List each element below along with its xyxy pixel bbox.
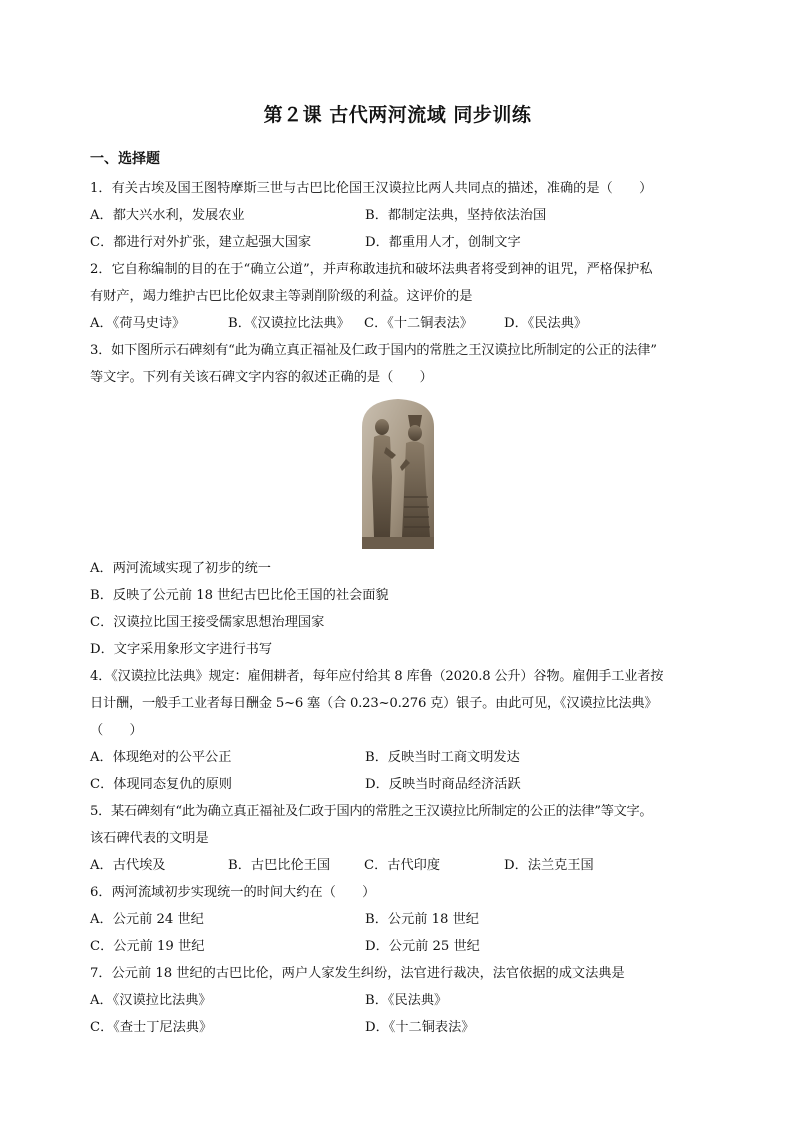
- question-4-stem-line-3: （ ）: [90, 723, 143, 738]
- question-2-option-b[interactable]: B．《汉谟拉比法典》: [228, 316, 350, 331]
- question-7-option-c[interactable]: C．《查士丁尼法典》: [90, 1020, 213, 1035]
- question-6-options-row-1: [90, 906, 705, 933]
- question-6-option-a[interactable]: A．公元前 24 世纪: [90, 912, 204, 927]
- question-4-stem-line-1: 4．《汉谟拉比法典》规定：雇佣耕者，每年应付给其 8 库鲁（2020.8 公升）谷物。雇佣手工业者按: [90, 669, 664, 684]
- question-3-stem-line-2: 等文字。下列有关该石碑文字内容的叙述正确的是（ ）: [90, 370, 433, 385]
- question-5-option-b[interactable]: B．古巴比伦王国: [228, 858, 331, 873]
- question-7-option-b[interactable]: B．《民法典》: [365, 993, 448, 1008]
- question-2-option-c[interactable]: C．《十二铜表法》: [364, 316, 473, 331]
- question-4-option-c[interactable]: C．体现同态复仇的原则: [90, 777, 232, 792]
- question-2-stem-line-1: 2．它自称编制的目的在于“确立公道”，并声称敢违抗和破坏法典者将受到神的诅咒，严格保护私: [90, 262, 653, 277]
- question-2-option-d[interactable]: D．《民法典》: [504, 316, 588, 331]
- question-2-stem-line-2: 有财产，竭力维护古巴比伦奴隶主等剥削阶级的利益。这评价的是: [90, 289, 473, 304]
- question-1-stem: 1．有关古埃及国王图特摩斯三世与古巴比伦国王汉谟拉比两人共同点的描述，准确的是（ ）: [90, 181, 653, 196]
- question-1-options-row-2: [90, 229, 705, 256]
- question-1-option-a[interactable]: A．都大兴水利，发展农业: [90, 208, 245, 223]
- question-7-option-d[interactable]: D．《十二铜表法》: [365, 1020, 475, 1035]
- question-6-option-b[interactable]: B．公元前 18 世纪: [365, 912, 479, 927]
- question-1-option-c[interactable]: C．都进行对外扩张，建立起强大国家: [90, 235, 312, 250]
- question-4-option-b[interactable]: B．反映当时工商文明发达: [365, 750, 520, 765]
- question-1-option-d[interactable]: D．都重用人才，创制文字: [365, 235, 521, 250]
- question-6-option-c[interactable]: C．公元前 19 世纪: [90, 939, 205, 954]
- stele-base: [362, 537, 434, 549]
- question-2-option-a[interactable]: A．《荷马史诗》: [90, 316, 186, 331]
- question-5-option-c[interactable]: C．古代印度: [364, 858, 441, 873]
- question-5-stem-line-1: 5．某石碑刻有“此为确立真正福祉及仁政于国内的常胜之王汉谟拉比所制定的公正的法律”等文字。: [90, 804, 653, 819]
- question-4-option-d[interactable]: D．反映当时商品经济活跃: [365, 777, 521, 792]
- question-3-option-c[interactable]: C．汉谟拉比国王接受儒家思想治理国家: [90, 615, 325, 630]
- question-7-options-row-2: [90, 1014, 705, 1041]
- question-7-options-row-1: [90, 987, 705, 1014]
- question-6-options-row-2: [90, 933, 705, 960]
- question-4-option-a[interactable]: A．体现绝对的公平公正: [90, 750, 232, 765]
- question-3-option-d[interactable]: D．文字采用象形文字进行书写: [90, 642, 273, 657]
- question-5-options-row: [90, 852, 705, 879]
- section-heading: 一、选择题: [90, 151, 160, 167]
- worksheet-page: [90, 100, 705, 1041]
- question-5-option-a[interactable]: A．古代埃及: [90, 858, 166, 873]
- question-7-option-a[interactable]: A．《汉谟拉比法典》: [90, 993, 212, 1008]
- stele-image: [356, 397, 440, 549]
- question-7-stem: 7．公元前 18 世纪的古巴比伦，两户人家发生纠纷，法官进行裁决，法官依据的成文法典是: [90, 966, 625, 981]
- stele-figure: [90, 397, 705, 549]
- question-4-stem-line-2: 日计酬，一般手工业者每日酬金 5~6 塞（合 0.23~0.276 克）银子。由此可见，《汉谟拉比法典》: [90, 696, 658, 711]
- question-1-options-row-1: [90, 202, 705, 229]
- question-3-option-a[interactable]: A．两河流域实现了初步的统一: [90, 561, 271, 576]
- question-3-option-b[interactable]: B．反映了公元前 18 世纪古巴比伦王国的社会面貌: [90, 588, 389, 603]
- question-1-option-b[interactable]: B．都制定法典，坚持依法治国: [365, 208, 547, 223]
- question-5-stem-line-2: 该石碑代表的文明是: [90, 831, 209, 846]
- question-4-options-row-1: [90, 744, 705, 771]
- page-title: 第２课 古代两河流域 同步训练: [263, 104, 532, 126]
- question-4-options-row-2: [90, 771, 705, 798]
- question-6-option-d[interactable]: D．公元前 25 世纪: [365, 939, 480, 954]
- question-2-options-row: [90, 310, 705, 337]
- question-6-stem: 6．两河流域初步实现统一的时间大约在（ ）: [90, 885, 376, 900]
- question-5-option-d[interactable]: D．法兰克王国: [504, 858, 594, 873]
- question-3-stem-line-1: 3．如下图所示石碑刻有“此为确立真正福祉及仁政于国内的常胜之王汉谟拉比所制定的公正的法律”: [90, 343, 657, 358]
